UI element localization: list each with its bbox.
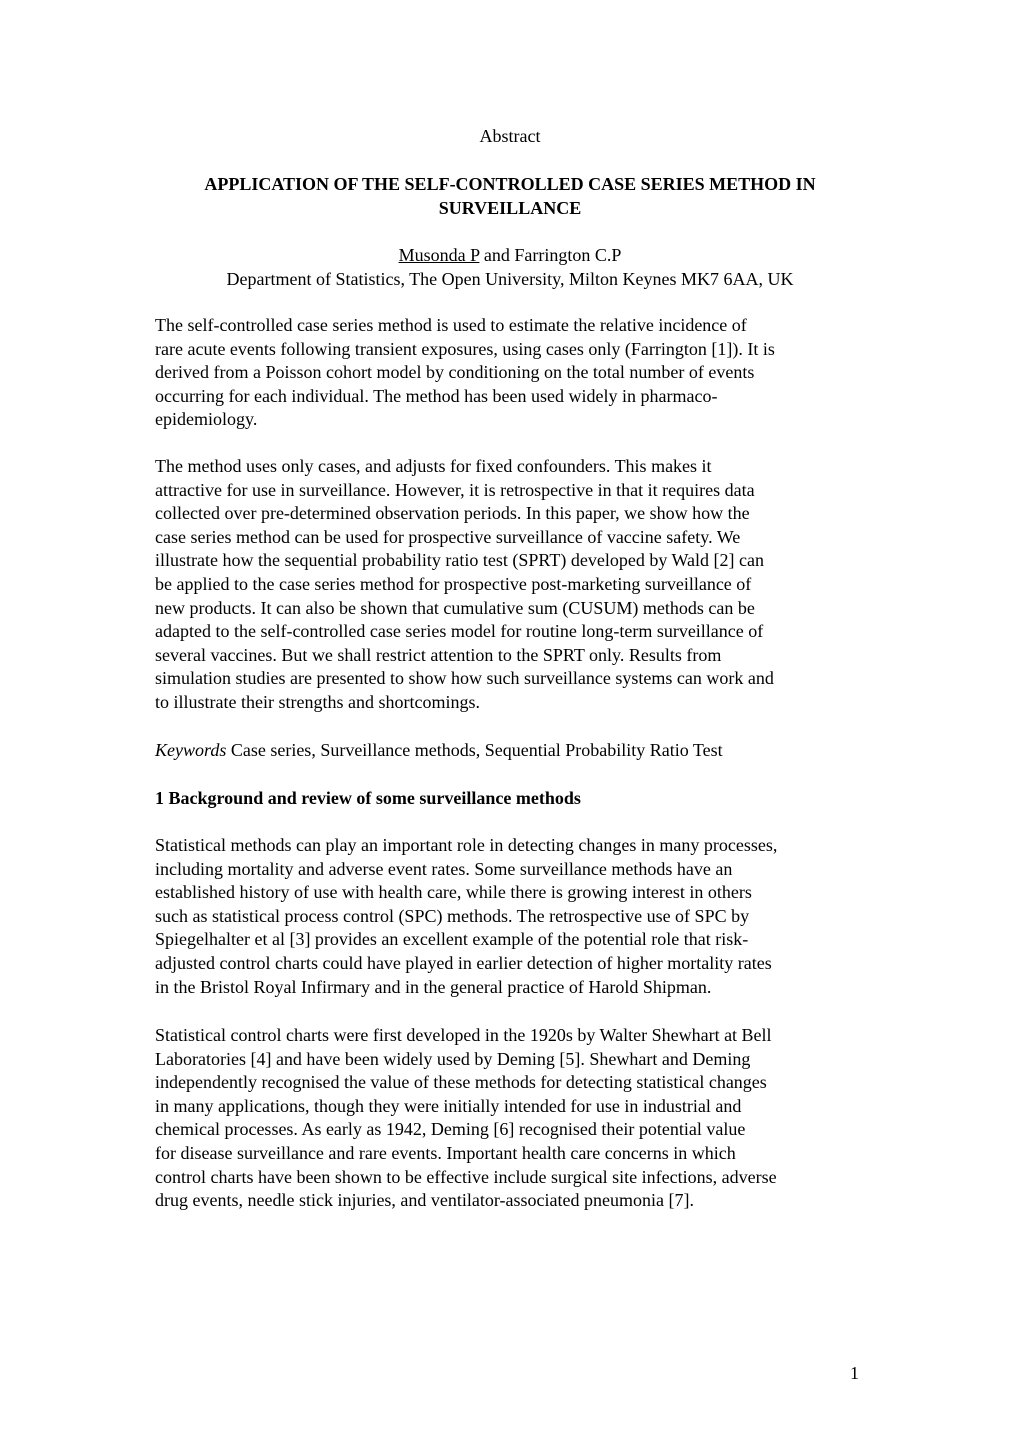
text-line: epidemiology.: [155, 409, 258, 430]
text-line: chemical processes. As early as 1942, Deming [6] recognised their potential value: [155, 1119, 746, 1140]
abstract-label: Abstract: [479, 126, 541, 146]
text-line: collected over pre-determined observation periods. In this paper, we show how the: [155, 503, 750, 524]
text-line: drug events, needle stick injuries, and ventilator-associated pneumonia [7].: [155, 1190, 694, 1211]
text-line: control charts have been shown to be effective include surgical site infections, adverse: [155, 1166, 777, 1187]
text-line: new products. It can also be shown that cumulative sum (CUSUM) methods can be: [155, 597, 755, 618]
text-line: Statistical control charts were first developed in the 1920s by Walter Shewhart at Bell: [155, 1025, 772, 1045]
keywords-text: Case series, Surveillance methods, Sequential Probability Ratio Test: [226, 740, 723, 760]
text-line: independently recognised the value of these methods for detecting statistical changes: [155, 1072, 767, 1093]
text-line: Laboratories [4] and have been widely used by Deming [5]. Shewhart and Deming: [155, 1048, 751, 1069]
text-line: to illustrate their strengths and shortcomings.: [155, 691, 480, 712]
text-line: adjusted control charts could have played in earlier detection of higher mortality rates: [155, 952, 772, 973]
text-line: occurring for each individual. The method has been used widely in pharmaco-: [155, 385, 718, 406]
author-musonda: Musonda P: [398, 245, 480, 265]
paper-title: [0, 173, 1020, 220]
text-line: Spiegelhalter et al [3] provides an excellent example of the potential role that risk-: [155, 929, 749, 950]
paragraph-1: [155, 314, 875, 432]
authors: [0, 244, 1020, 268]
text-line: The self-controlled case series method is used to estimate the relative incidence of: [155, 315, 747, 335]
page-number: 1: [850, 1363, 859, 1383]
affiliation: Department of Statistics, The Open University, Milton Keynes MK7 6AA, UK: [226, 269, 794, 289]
text-line: derived from a Poisson cohort model by conditioning on the total number of events: [155, 362, 755, 383]
text-line: for disease surveillance and rare events. Important health care concerns in which: [155, 1142, 736, 1163]
text-line: Statistical methods can play an important role in detecting changes in many processes,: [155, 835, 778, 855]
paragraph-2: [155, 455, 875, 715]
text-line: in the Bristol Royal Infirmary and in the general practice of Harold Shipman.: [155, 976, 712, 997]
keywords: [155, 739, 875, 763]
text-line: illustrate how the sequential probability ratio test (SPRT) developed by Wald [2] can: [155, 550, 764, 571]
title-line: SURVEILLANCE: [438, 197, 582, 218]
section-heading: 1 Background and review of some surveillance methods: [155, 788, 581, 808]
text-line: rare acute events following transient exposures, using cases only (Farrington [1]). It is: [155, 338, 775, 359]
text-line: The method uses only cases, and adjusts for fixed confounders. This makes it: [155, 456, 712, 476]
text-line: adapted to the self-controlled case series model for routine long-term surveillance of: [155, 621, 764, 642]
text-line: case series method can be used for prospective surveillance of vaccine safety. We: [155, 526, 741, 547]
text-line: be applied to the case series method for prospective post-marketing surveillance of: [155, 573, 752, 594]
text-line: several vaccines. But we shall restrict attention to the SPRT only. Results from: [155, 644, 722, 665]
paragraph-4: [155, 1024, 875, 1213]
text-line: including mortality and adverse event rates. Some surveillance methods have an: [155, 858, 733, 879]
text-line: attractive for use in surveillance. However, it is retrospective in that it requires data: [155, 479, 755, 500]
author-rest: and Farrington C.P: [479, 245, 622, 265]
text-line: established history of use with health care, while there is growing interest in others: [155, 882, 752, 903]
text-line: simulation studies are presented to show how such surveillance systems can work and: [155, 668, 774, 689]
text-line: such as statistical process control (SPC) methods. The retrospective use of SPC by: [155, 905, 750, 926]
keywords-label: Keywords: [155, 740, 227, 760]
title-line: APPLICATION OF THE SELF-CONTROLLED CASE SERIES METHOD IN: [204, 174, 816, 194]
paragraph-3: [155, 834, 875, 999]
text-line: in many applications, though they were initially intended for use in industrial and: [155, 1095, 742, 1116]
